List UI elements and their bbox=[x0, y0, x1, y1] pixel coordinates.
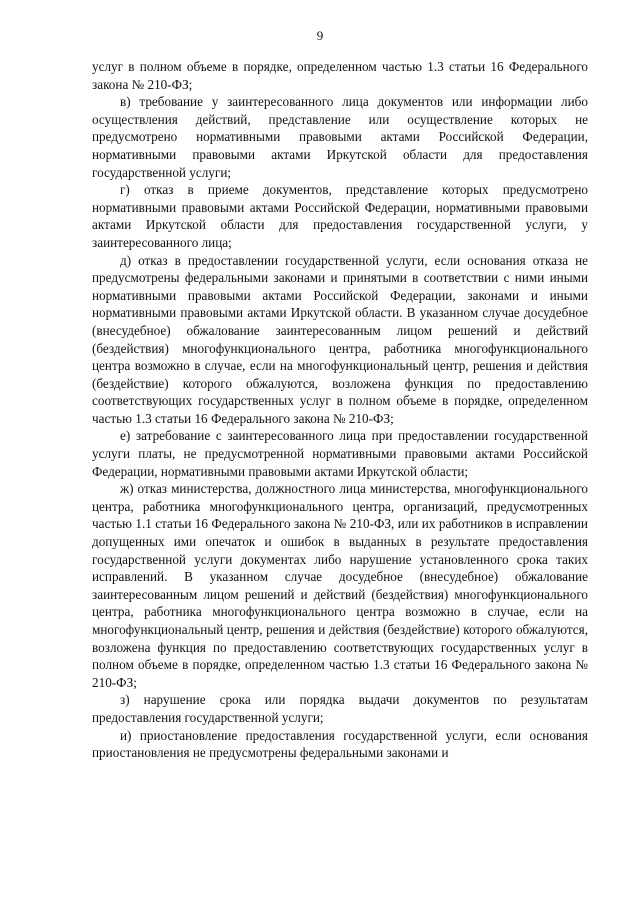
paragraph-item-g: г) отказ в приеме документов, представление которых предусмотрено нормативными правовыми актами Российской Федерации, нормативными правовыми актами Иркутской области для предоставления государственной услуги, у заинтересованного лица; bbox=[92, 182, 588, 250]
paragraph-item-d: д) отказ в предоставлении государственной услуги, если основания отказа не предусмотрены федеральными законами и принятыми в соответствии с ними иными нормативными правовыми актами Российской Федерации, законами и иными нормативными правовыми актами Иркутской области. В указанном случае досудебное (внесудебное) обжалование заинтересованным лицом решений и действий (бездействия) многофункционального центра, работника многофункционального центра возможно в случае, если на многофункциональный центр, решения и действия (бездействие) которого обжалуются, возложена функция по предоставлению соответствующих государственных услуг в полном объеме в порядке, определенном частью 1.3 статьи 16 Федерального закона № 210-ФЗ; bbox=[92, 252, 588, 426]
paragraph-continuation: услуг в полном объеме в порядке, определенном частью 1.3 статьи 16 Федерального закона № 210-ФЗ; bbox=[92, 59, 588, 92]
paragraph-item-zh: ж) отказ министерства, должностного лица министерства, многофункционального центра, работника многофункционального центра, организаций, предусмотренных частью 1.1 статьи 16 Федерального закона № 210-ФЗ, или их работников в исправлении допущенных ими опечаток и ошибок в выданных в результате предоставления государственной услуги документах либо нарушение установленного срока таких исправлений. В указанном случае досудебное (внесудебное) обжалование заинтересованным лицом решений и действий (бездействия) многофункционального центра, работника многофункционального центра возможно в случае, если на многофункциональный центр, решения и действия (бездействие) которого обжалуются, возложена функция по предоставлению соответствующих государственных услуг в полном объеме в порядке, определенном частью 1.3 статьи 16 Федерального закона № 210-ФЗ; bbox=[92, 481, 588, 690]
paragraph-item-e: е) затребование с заинтересованного лица при предоставлении государственной услуги платы, не предусмотренной нормативными правовыми актами Российской Федерации, нормативными правовыми актами Иркутской области; bbox=[92, 428, 588, 479]
paragraph-item-i: и) приостановление предоставления государственной услуги, если основания приостановления не предусмотрены федеральными законами и bbox=[92, 727, 588, 761]
page-number: 9 bbox=[316, 28, 324, 43]
paragraph-item-v: в) требование у заинтересованного лица документов или информации либо осуществления действий, представление или осуществление которых не предусмотрено нормативными правовыми актами Российской Федерации, нормативными правовыми актами Иркутской области для предоставления государственной услуги; bbox=[92, 94, 588, 180]
paragraph-item-z: з) нарушение срока или порядка выдачи документов по результатам предоставления государственной услуги; bbox=[92, 692, 588, 725]
document-body bbox=[92, 58, 588, 762]
